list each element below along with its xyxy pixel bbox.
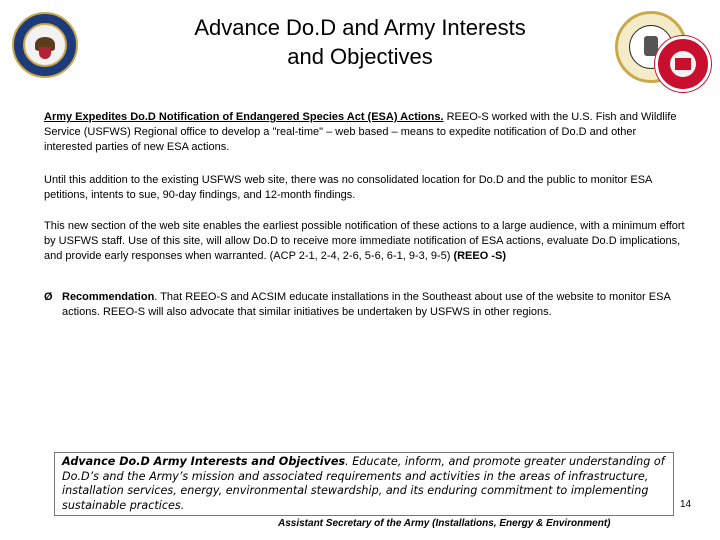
mission-lead: Advance Do.D Army Interests and Objectives — [62, 455, 346, 468]
reeo-s-tag: (REEO -S) — [453, 250, 507, 262]
mission-statement — [62, 455, 668, 513]
paragraph-lead: Army Expedites Do.D Notification of Endangered Species Act (ESA) Actions. — [44, 111, 444, 123]
paragraph-text: REEO-S worked with the U.S. Fish and Wildlife Service (USFWS) Regional office to develop a "real-time" – web based – means to expedite notification of Do.D and other interested parties of new ESA actions. — [44, 111, 677, 153]
paragraph-text: This new section of the web site enables the earliest possible notification of these actions to a large audience, with a minimum effort by USFWS staff. Use of this site, will allow Do.D to receive more immediate notification of ESA actions, evaluate Do.D implications, and provide early responses when warranted. (ACP 2-1, 2-4, 2-6, 5-6, 6-1, 9-3, 9-5) — [44, 220, 685, 262]
recommendation-body: . That REEO-S and ACSIM educate installations in the Southeast about use of the website to monitor ESA actions. REEO-S will also advocate that similar initiatives be undertaken by USFWS in other regions. — [62, 291, 671, 318]
slide-title-line-1: Advance Do.D and Army Interests — [194, 15, 526, 40]
paragraph-consolidated-location: Until this addition to the existing USFWS web site, there was no consolidated location for Do.D and the public to monitor ESA petitions, intents to sue, 90-day findings, and 12-month findings. — [44, 174, 652, 201]
slide-title-line-2: and Objectives — [287, 44, 433, 69]
arrow-bullet-icon: Ø — [44, 291, 53, 303]
acsim-seal — [655, 36, 711, 92]
recommendation-lead: Recommendation — [62, 291, 155, 303]
page-number: 14 — [680, 499, 692, 510]
footer-organization: Assistant Secretary of the Army (Installations, Energy & Environment) — [278, 518, 611, 529]
department-of-defense-seal — [12, 12, 78, 78]
recommendation-text — [62, 290, 684, 320]
paragraph-web-site-section — [44, 219, 686, 264]
mission-text: . Educate, inform, and promote greater understanding of Do.D’s and the Army’s mission and associated requirements and activities in the areas of infrastructure, installation services, energy, environmental stewardship, and its enduring commitment to implementing sustainable practices. — [62, 455, 665, 512]
paragraph-esa-notification — [44, 110, 686, 155]
